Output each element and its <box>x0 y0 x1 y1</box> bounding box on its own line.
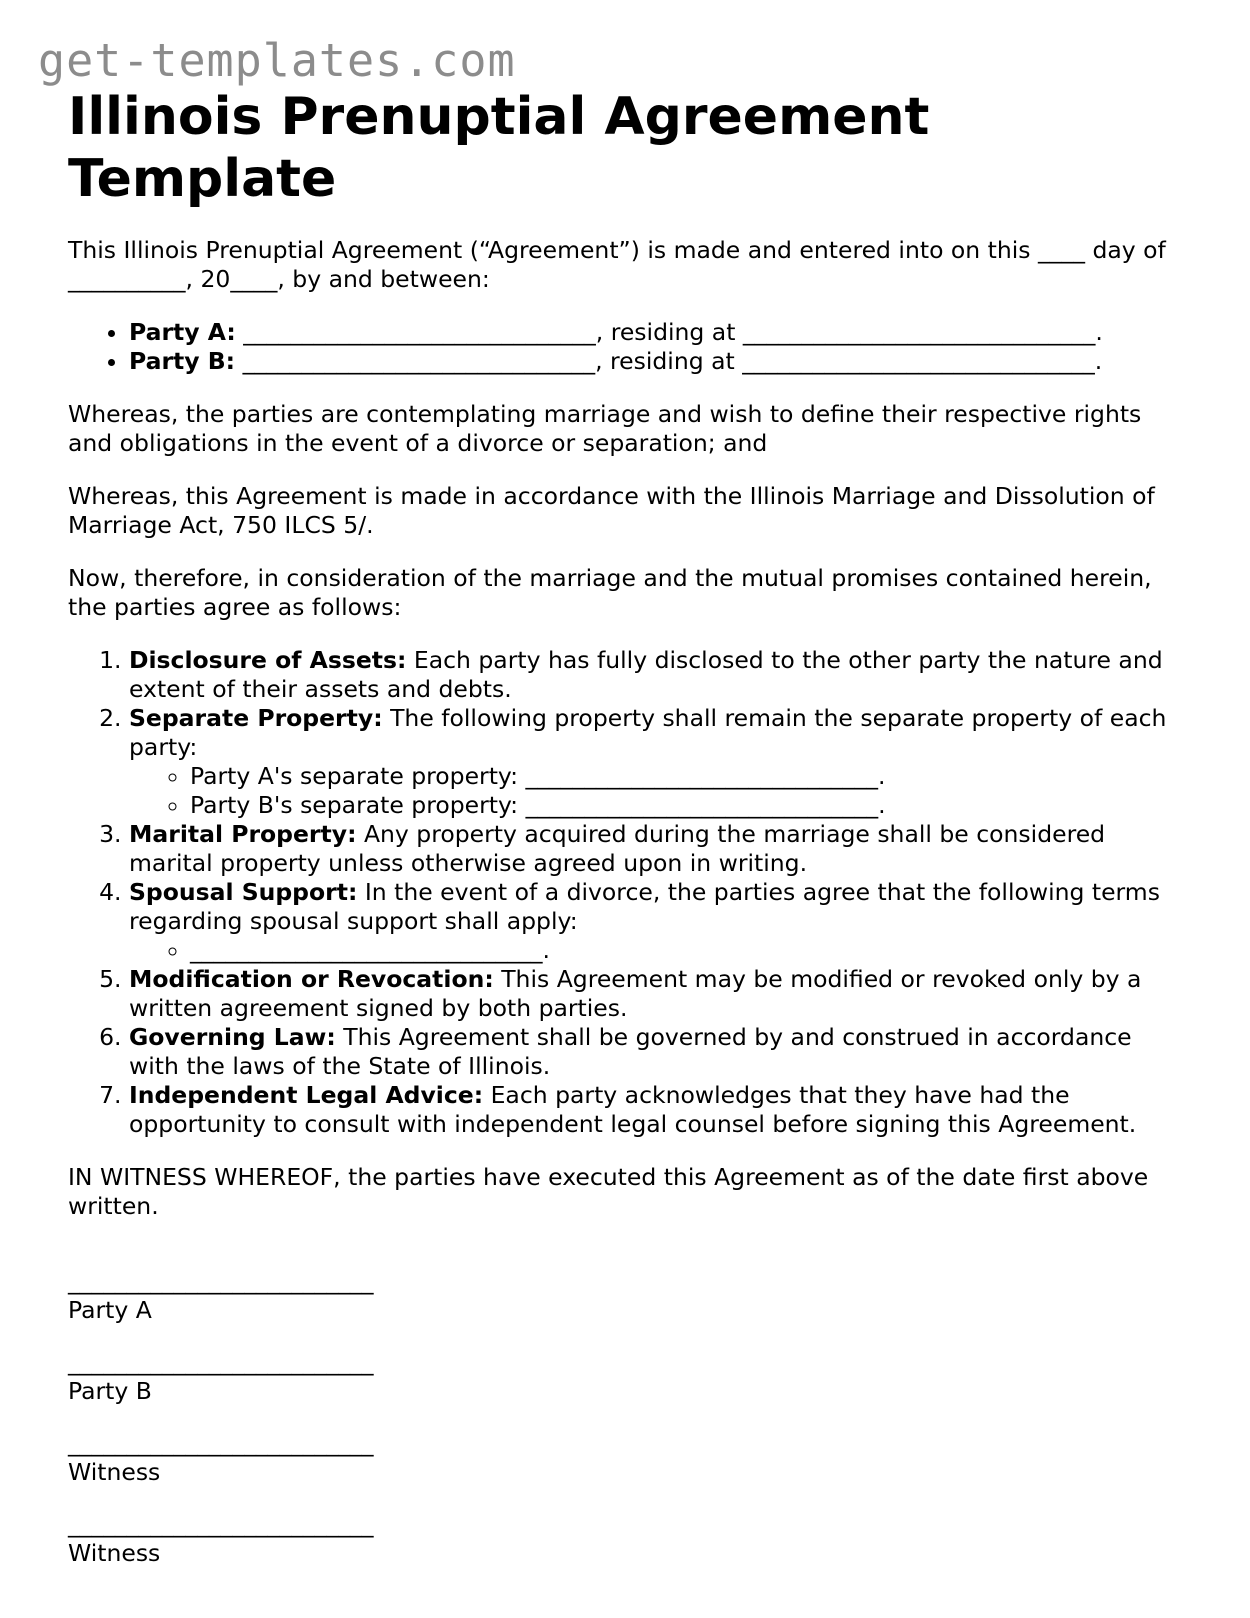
sub-item: ◦ Party B's separate property: ______________________________. <box>190 791 1188 820</box>
signature-line: __________________________ <box>68 1429 374 1457</box>
signature-label: Party B <box>68 1377 152 1405</box>
term-text: Each party acknowledges that they have had the opportunity to consult with independent legal counsel before signing this Agreement. <box>129 1081 1137 1138</box>
signature-label: Party A <box>68 1296 152 1324</box>
term-label: Separate Property: <box>129 704 383 732</box>
signature-section <box>68 1267 1188 1568</box>
party-b-label: Party B: <box>129 347 236 375</box>
party-b-item <box>129 347 1188 376</box>
term-item <box>129 1023 1188 1081</box>
signature-line: __________________________ <box>68 1348 374 1376</box>
term-label: Governing Law: <box>129 1023 336 1051</box>
party-a-label: Party A: <box>129 318 236 346</box>
document-body <box>68 86 1188 1568</box>
signature-block-witness-1 <box>68 1429 1188 1487</box>
term-text: In the event of a divorce, the parties agree that the following terms regarding spousal support shall apply: <box>129 878 1160 935</box>
term-item <box>129 704 1188 820</box>
watermark: get-templates.com <box>38 34 516 87</box>
page-title: Illinois Prenuptial Agreement Template <box>68 87 930 209</box>
term-item <box>129 965 1188 1023</box>
terms-list <box>68 646 1188 1139</box>
term-label: Spousal Support: <box>129 878 358 906</box>
signature-block-witness-2 <box>68 1510 1188 1568</box>
term-item <box>129 646 1188 704</box>
signature-label: Witness <box>68 1458 161 1486</box>
parties-list <box>68 318 1188 376</box>
term-label: Marital Property: <box>129 820 357 848</box>
term-text: This Agreement shall be governed by and construed in accordance with the laws of the State of Illinois. <box>129 1023 1132 1080</box>
signature-block-party-b <box>68 1348 1188 1406</box>
whereas-paragraph-2: Whereas, this Agreement is made in accordance with the Illinois Marriage and Dissolution of Marriage Act, 750 ILCS 5/. <box>68 482 1155 539</box>
term-text: Any property acquired during the marriage shall be considered marital property unless otherwise agreed upon in writing. <box>129 820 1106 877</box>
term-label: Disclosure of Assets: <box>129 646 407 674</box>
spousal-support-list <box>129 936 1188 965</box>
term-item <box>129 1081 1188 1139</box>
now-therefore-paragraph: Now, therefore, in consideration of the marriage and the mutual promises contained herein, the parties agree as follows: <box>68 564 1152 621</box>
signature-line: __________________________ <box>68 1267 374 1295</box>
signature-block-party-a <box>68 1267 1188 1325</box>
term-item <box>129 820 1188 878</box>
signature-line: __________________________ <box>68 1510 374 1538</box>
signature-label: Witness <box>68 1539 161 1567</box>
term-item <box>129 878 1188 965</box>
sub-item: ◦ ______________________________. <box>190 936 1188 965</box>
term-text: The following property shall remain the separate property of each party: <box>129 704 1167 761</box>
party-b-text: ______________________________, residing at ______________________________. <box>235 347 1103 375</box>
party-a-item <box>129 318 1188 347</box>
term-text: Each party has fully disclosed to the other party the nature and extent of their assets and debts. <box>129 646 1163 703</box>
separate-property-list <box>129 762 1188 820</box>
party-a-text: ______________________________, residing at ______________________________. <box>235 318 1103 346</box>
intro-paragraph: This Illinois Prenuptial Agreement (“Agreement”) is made and entered into on this ____ day of __________, 20____, by and between: <box>68 236 1166 293</box>
sub-item: ◦ Party A's separate property: ______________________________. <box>190 762 1188 791</box>
term-text: This Agreement may be modified or revoked only by a written agreement signed by both parties. <box>129 965 1142 1022</box>
witness-clause: IN WITNESS WHEREOF, the parties have executed this Agreement as of the date first above written. <box>68 1163 1149 1220</box>
term-label: Independent Legal Advice: <box>129 1081 484 1109</box>
whereas-paragraph-1: Whereas, the parties are contemplating marriage and wish to define their respective rights and obligations in the event of a divorce or separation; and <box>68 400 1142 457</box>
term-label: Modification or Revocation: <box>129 965 494 993</box>
